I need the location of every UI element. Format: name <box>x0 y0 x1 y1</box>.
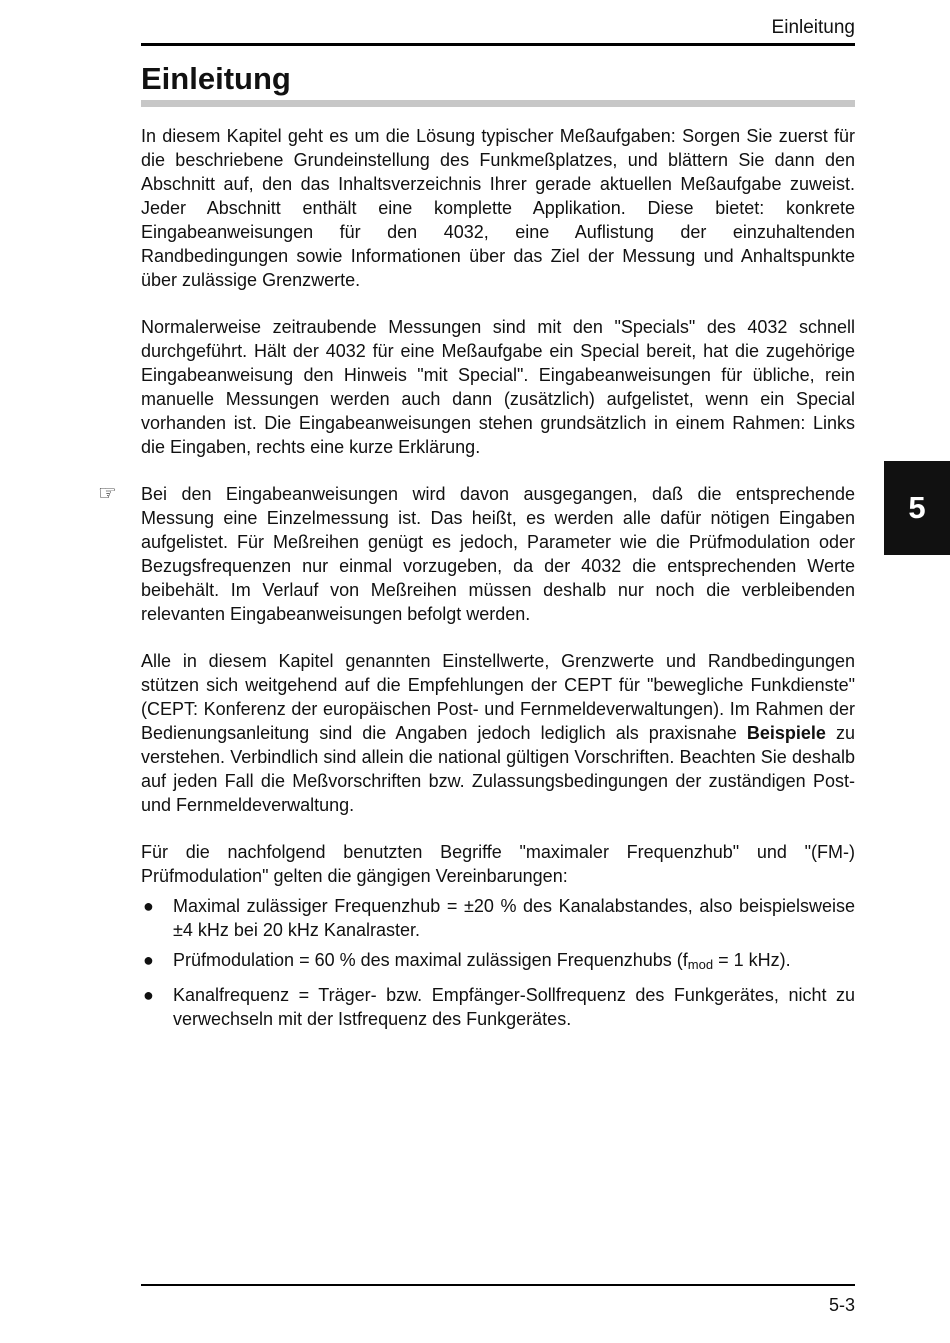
list-item <box>141 894 855 942</box>
bold-beispiele: Beispiele <box>746 723 826 743</box>
page-number: 5-3 <box>828 1295 855 1315</box>
paragraph-cept-part2: zu verstehen. Verbindlich sind allein die national gültigen Vorschriften. Beachten Sie deshalb auf jeden Fall die Meßvorschriften bzw. Zulassungsbedingungen der zuständigen Post- und Fernmeldeverwaltung. <box>141 723 856 815</box>
pointing-hand-icon: ☞ <box>98 482 117 505</box>
list-item-text <box>173 950 791 970</box>
list-item-text: Kanalfrequenz = Träger- bzw. Empfänger-Sollfrequenz des Funkgerätes, nicht zu verwechseln mit der Istfrequenz des Funkgerätes. <box>173 985 855 1029</box>
list-item <box>141 948 855 977</box>
note-block <box>98 482 855 626</box>
title-underline-bar <box>141 100 855 107</box>
header-rule <box>141 43 855 46</box>
page-title: Einleitung <box>141 61 291 96</box>
chapter-tab: 5 <box>884 461 950 555</box>
list-item-text: Maximal zulässiger Frequenzhub = ±20 % des Kanalabstandes, also beispielsweise ±4 kHz bei 20 kHz Kanalraster. <box>173 896 855 940</box>
list-item-text-part2: = 1 kHz). <box>713 950 791 970</box>
list-item <box>141 983 855 1031</box>
paragraph-specials: Normalerweise zeitraubende Messungen sind mit den "Specials" des 4032 schnell durchgeführt. Hält der 4032 für eine Meßaufgabe ein Special bereit, hat die zugehörige Eingabeanweisung den Hinweis "mit Special". Eingabeanweisungen für übliche, rein manuelle Messungen werden auch dann (zusätzlich) aufgelistet, wenn ein Special vorhanden ist. Die Eingabeanweisungen stehen grundsätzlich in einem Rahmen: Links die Eingaben, rechts eine kurze Erklärung. <box>141 317 855 457</box>
bullet-icon: ● <box>143 985 154 1005</box>
paragraph-cept-part1: Alle in diesem Kapitel genannten Einstellwerte, Grenzwerte und Randbedingungen stützen sich weitgehend auf die Empfehlungen der CEPT für "bewegliche Funkdienste" (CEPT: Konferenz der europäischen Post- und Fernmeldeverwaltungen). Im Rahmen der Bedienungsanleitung sind die Angaben jedoch lediglich als praxisnahe <box>141 651 855 743</box>
bullet-icon: ● <box>143 896 154 916</box>
note-text: Bei den Eingabeanweisungen wird davon ausgegangen, daß die entsprechende Messung eine Einzelmessung ist. Das heißt, es werden alle dafür nötigen Eingaben aufgelistet. Für Meßreihen genügt es jedoch, Parameter wie die Prüfmodulation oder Bezugsfrequenzen nur einmal vorzugeben, da der 4032 die entsprechenden Werte beibehält. Im Verlauf von Meßreihen müssen deshalb nur noch die verbleibenden relevanten Eingabeanweisungen befolgt werden. <box>141 484 855 624</box>
paragraph-intro: In diesem Kapitel geht es um die Lösung typischer Meßaufgaben: Sorgen Sie zuerst für die beschriebene Grundeinstellung des Funkmeßplatzes, und blättern Sie dann den Abschnitt auf, den das Inhaltsverzeichnis Ihrer gerade aktuellen Meßaufgabe zuweist. Jeder Abschnitt enthält eine komplette Applikation. Diese bietet: konkrete Eingabeanweisungen für den 4032, eine Auflistung der einzuhaltenden Randbedingungen sowie Informationen über das Ziel der Messung und Anhaltspunkte über zulässige Grenzwerte. <box>141 126 855 290</box>
body-text <box>98 124 856 1037</box>
paragraph-cept <box>141 649 855 817</box>
footer-rule <box>141 1284 855 1286</box>
paragraph-terms: Für die nachfolgend benutzten Begriffe "maximaler Frequenzhub" und "(FM-) Prüfmodulation" gelten die gängigen Vereinbarungen: <box>141 842 855 886</box>
subscript-mod: mod <box>687 957 714 972</box>
bullet-icon: ● <box>143 950 154 970</box>
list-item-text-part1: Prüfmodulation = 60 % des maximal zulässigen Frequenzhubs (f <box>173 950 688 970</box>
running-header: Einleitung <box>771 17 855 38</box>
definition-list <box>141 894 855 1031</box>
